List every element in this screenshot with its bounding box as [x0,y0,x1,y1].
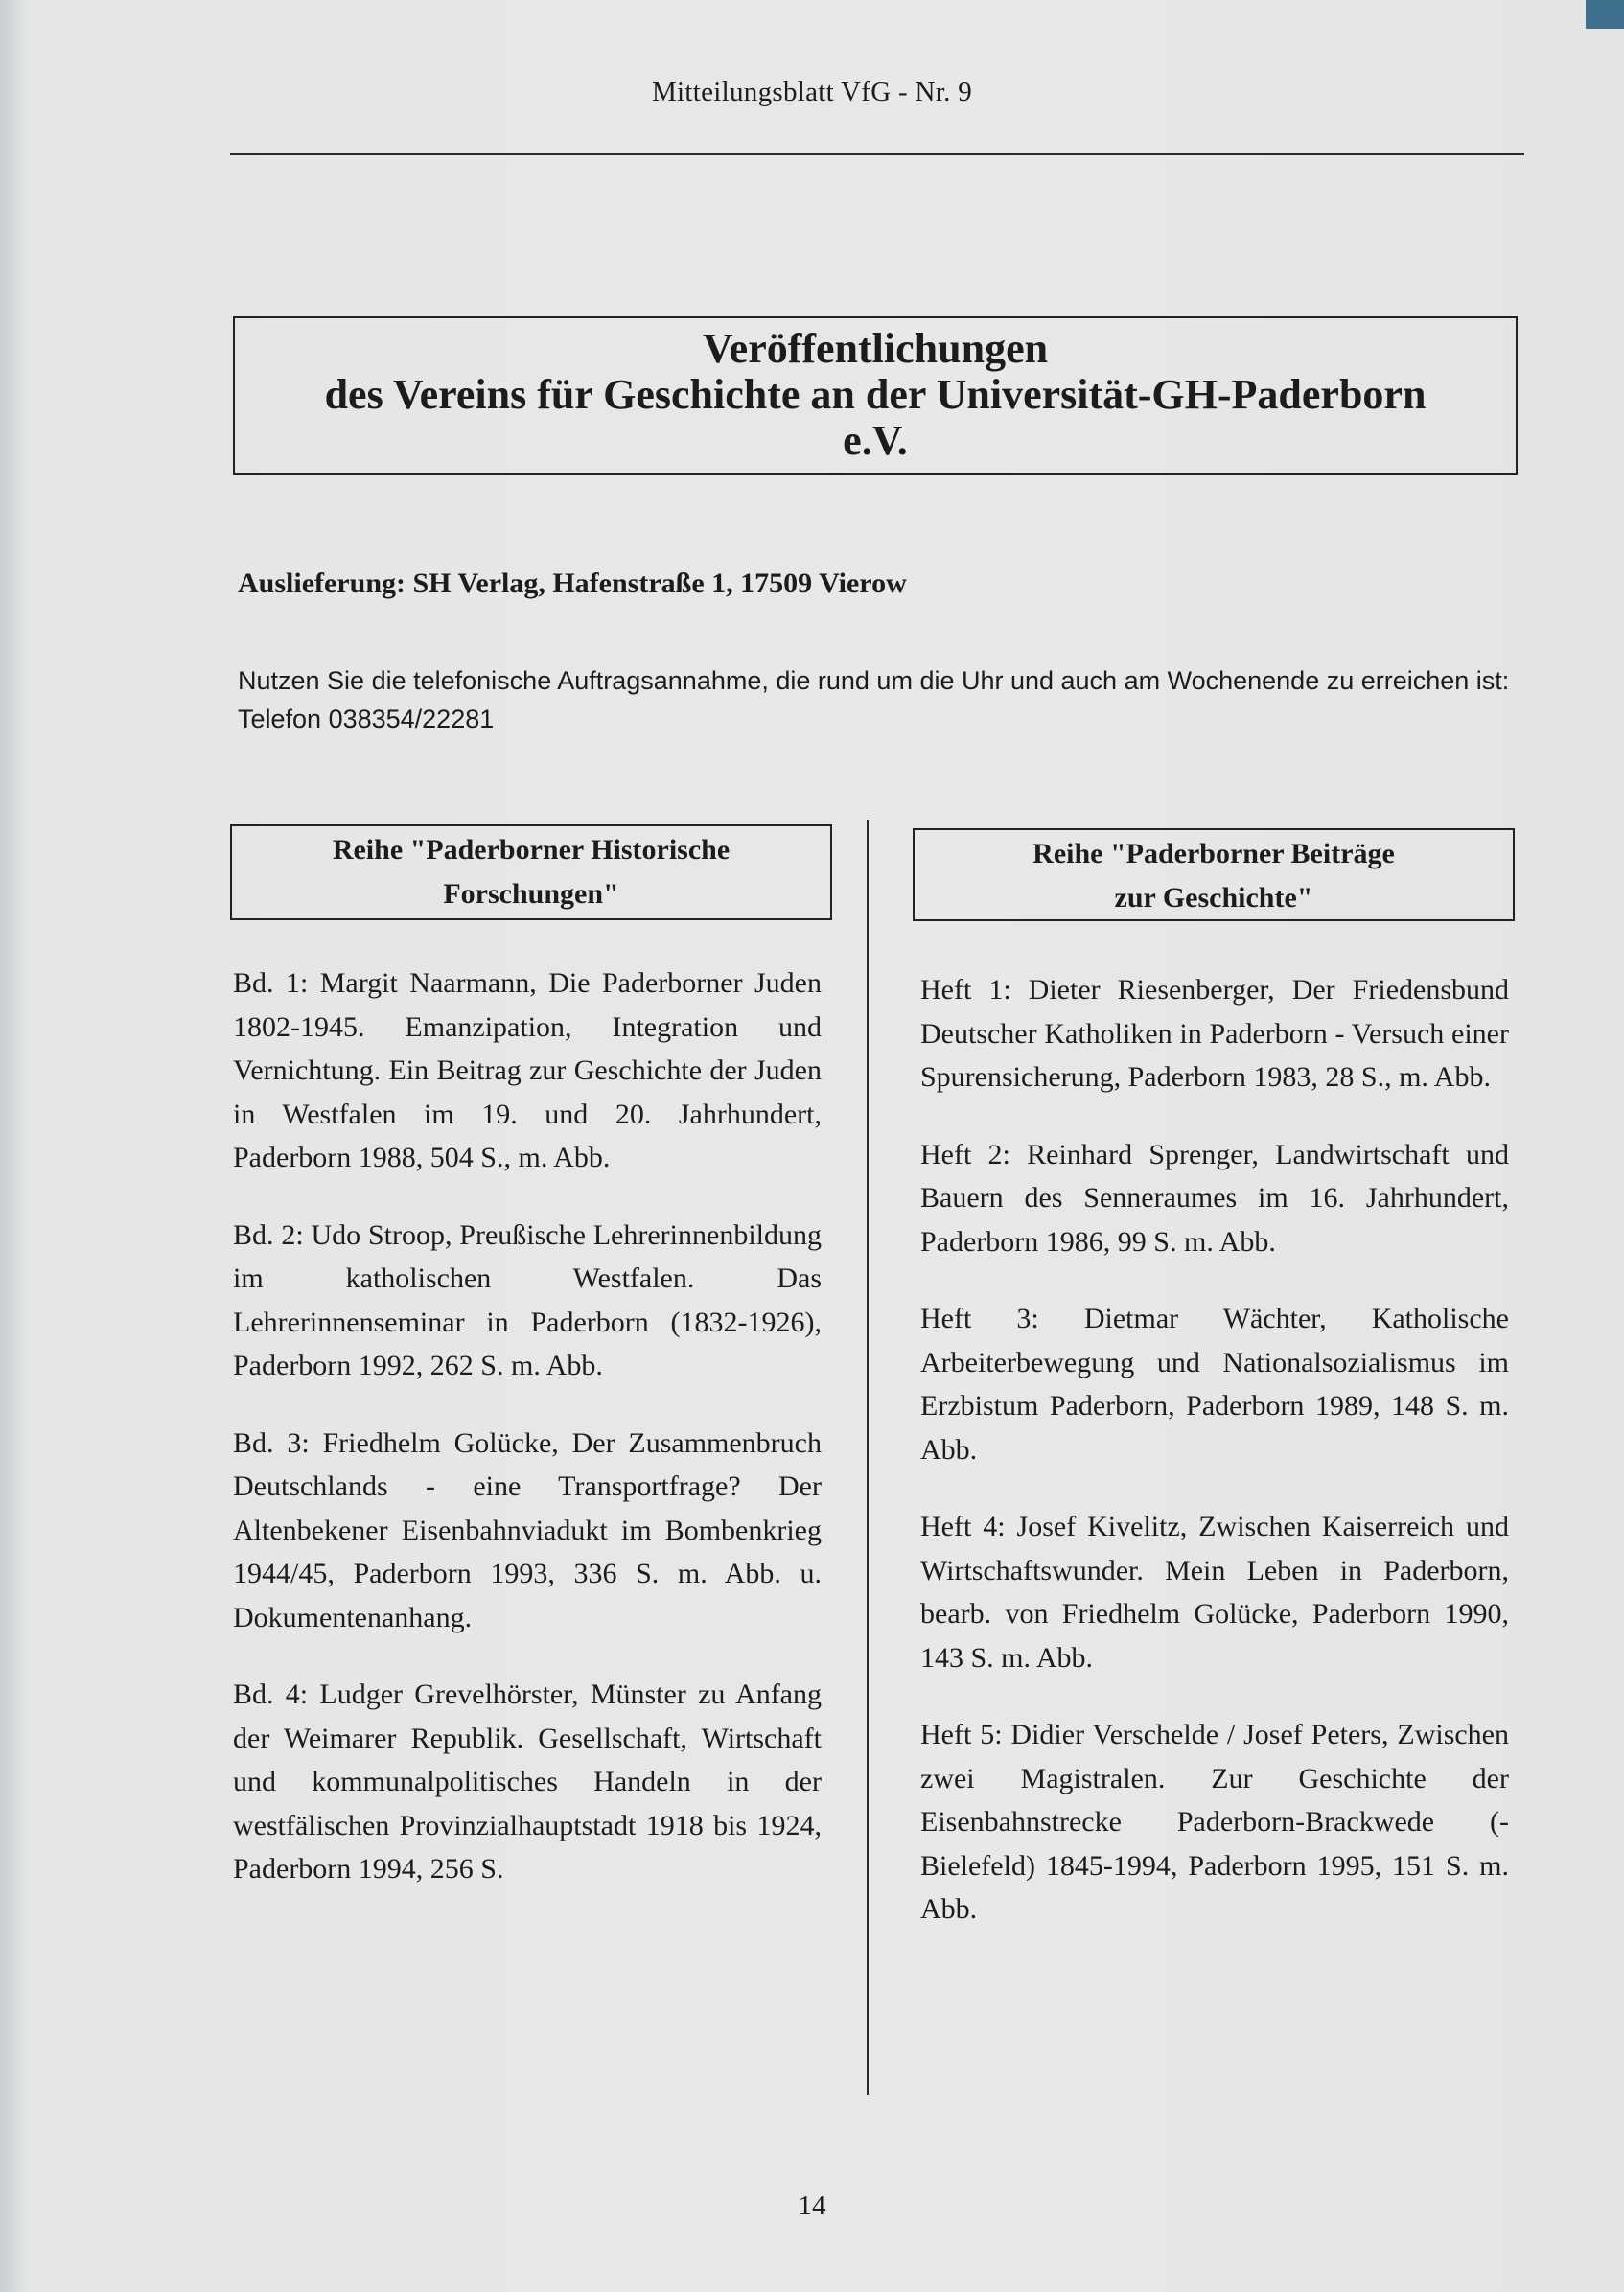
phone-notice: Nutzen Sie die telefonische Auftragsannahme, die rund um die Uhr und auch am Wochenende zu erreichen ist: Telefon 038354/22281 [238,666,1510,733]
title-line-2: des Vereins für Geschichte an der Universität-GH-Paderborn [324,371,1427,418]
column-divider [867,820,869,2095]
title-line-3: e.V. [843,417,908,464]
series-heading-left [230,824,832,920]
right-column-entries [920,968,1509,1965]
list-item: Bd. 3: Friedhelm Golücke, Der Zusammenbruch Deutschlands - eine Transportfrage? Der Altenbekener Eisenbahnviadukt im Bombenkrieg 1944/45, Paderborn 1993, 336 S. m. Abb. u. Dokumentenanhang. [233,1426,822,1633]
series-heading-right [913,828,1515,921]
series-heading-left-line2: Forschungen" [443,878,619,910]
series-heading-right-line2: zur Geschichte" [1114,882,1313,914]
delivery-address: Auslieferung: SH Verlag, Hafenstraße 1, 17509 Vierow [238,567,907,599]
list-item: Heft 4: Josef Kivelitz, Zwischen Kaiserreich und Wirtschaftswunder. Mein Leben in Paderborn, bearb. von Friedhelm Golücke, Paderborn 1990, 143 S. m. Abb. [920,1511,1509,1674]
list-item: Bd. 1: Margit Naarmann, Die Paderborner Juden 1802-1945. Emanzipation, Integration und Vernichtung. Ein Beitrag zur Geschichte der Juden in Westfalen im 19. und 20. Jahrhundert, Paderborn 1988, 504 S., m. Abb. [233,967,822,1173]
list-item: Bd. 4: Ludger Grevelhörster, Münster zu Anfang der Weimarer Republik. Gesellschaft, Wirtschaft und kommunalpolitisches Handeln in der westfälischen Provinzialhauptstadt 1918 bis 1924, Paderborn 1994, 256 S. [233,1678,822,1885]
list-item: Heft 1: Dieter Riesenberger, Der Friedensbund Deutscher Katholiken in Paderborn - Versuch einer Spurensicherung, Paderborn 1983, 28 S., m. Abb. [920,974,1509,1093]
running-header: Mitteilungsblatt VfG - Nr. 9 [651,77,973,107]
list-item: Heft 2: Reinhard Sprenger, Landwirtschaft und Bauern des Senneraumes im 16. Jahrhundert, Paderborn 1986, 99 S. m. Abb. [920,1138,1509,1258]
list-item: Heft 5: Didier Verschelde / Josef Peters, Zwischen zwei Magistralen. Zur Geschichte der Eisenbahnstrecke Paderborn-Brackwede (-Bielefeld) 1845-1994, Paderborn 1995, 151 S. m. Abb. [920,1719,1509,1925]
title-line-1: Veröffentlichungen [702,325,1049,372]
page-number: 14 [798,2190,826,2221]
list-item: Bd. 2: Udo Stroop, Preußische Lehrerinnenbildung im katholischen Westfalen. Das Lehrerinnenseminar in Paderborn (1832-1926), Paderborn 1992, 262 S. m. Abb. [233,1218,822,1381]
title-box [233,316,1518,475]
left-column-entries [233,961,822,1925]
header-rule [230,153,1524,155]
series-heading-left-line1: Reihe "Paderborner Historische [332,834,731,866]
list-item: Heft 3: Dietmar Wächter, Katholische Arbeiterbewegung und Nationalsozialismus im Erzbistum Paderborn, Paderborn 1989, 148 S. m. Abb. [920,1303,1509,1466]
series-heading-right-line1: Reihe "Paderborner Beiträge [1032,838,1395,869]
page-corner-decoration [1586,0,1624,29]
